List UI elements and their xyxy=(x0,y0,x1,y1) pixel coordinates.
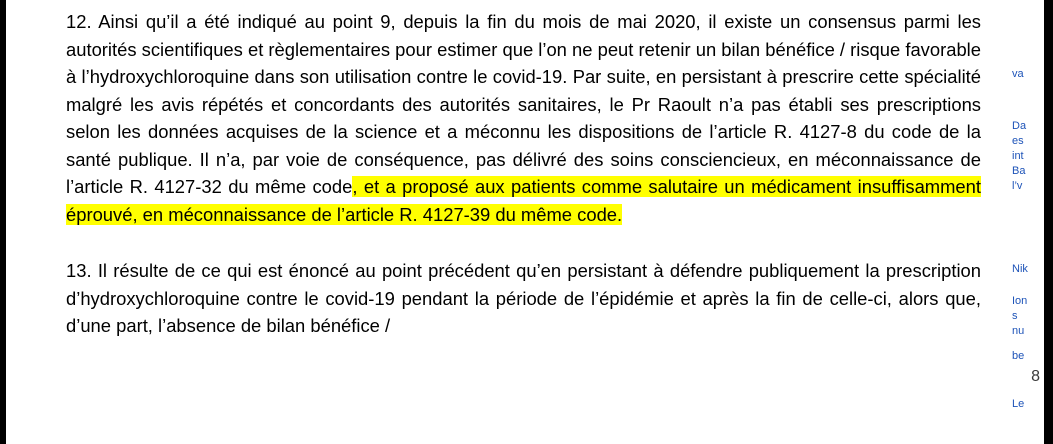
highlighted-passage: , et a proposé aux patients comme salutaire un médicament insuffisamment éprouvé, en méconnaissance de l’article R. 4127-39 du même code. xyxy=(66,176,981,225)
edge-fragment-line: va xyxy=(1012,68,1024,80)
edge-fragment-line: l’v xyxy=(1012,180,1023,192)
edge-fragment-line: Ion xyxy=(1012,295,1028,307)
page-left-margin-bar xyxy=(0,0,6,444)
paragraph-13 xyxy=(66,257,981,340)
edge-fragment-line: Ba xyxy=(1012,165,1026,177)
edge-fragment-line: nu xyxy=(1012,325,1025,337)
edge-fragment-line: int xyxy=(1012,150,1024,162)
edge-fragment-line: Nik xyxy=(1012,263,1028,275)
adjacent-page-text-fragment xyxy=(1010,0,1044,444)
edge-fragment-line: be xyxy=(1012,350,1025,362)
edge-fragment-line: Da xyxy=(1012,120,1027,132)
paragraph-13-text: 13. Il résulte de ce qui est énoncé au point précédent qu’en persistant à défendre publiquement la prescription d’hydroxychloroquine contre le covid-19 pendant la période de l’épidémie et après la fin de celle-ci, alors que, d’une part, l’absence de bilan bénéfice / xyxy=(66,260,981,336)
page-right-margin-bar xyxy=(1044,0,1053,444)
edge-fragment-line: es xyxy=(1012,135,1024,147)
paragraph-12 xyxy=(66,8,981,228)
page-number: 8 xyxy=(1031,368,1040,385)
paragraph-12-text: 12. Ainsi qu’il a été indiqué au point 9, depuis la fin du mois de mai 2020, il existe un consensus parmi les autorités scientifiques et règlementaires pour estimer que l’on ne peut retenir un bilan bénéfice / risque favorable à l’hydroxychloroquine dans son utilisation contre le covid-19. Par suite, en persistant à prescrire cette spécialité malgré les avis répétés et concordants des autorités sanitaires, le Pr Raoult n’a pas établi ses prescriptions selon les données acquises de la science et a méconnu les dispositions de l’article R. 4127-8 du code de la santé publique. Il n’a, par voie de conséquence, pas délivré des soins consciencieux, en méconnaissance de l’article R. 4127-32 du même code xyxy=(66,11,981,197)
edge-fragment-line: s xyxy=(1012,310,1018,322)
edge-fragment-line: Le xyxy=(1012,398,1025,410)
